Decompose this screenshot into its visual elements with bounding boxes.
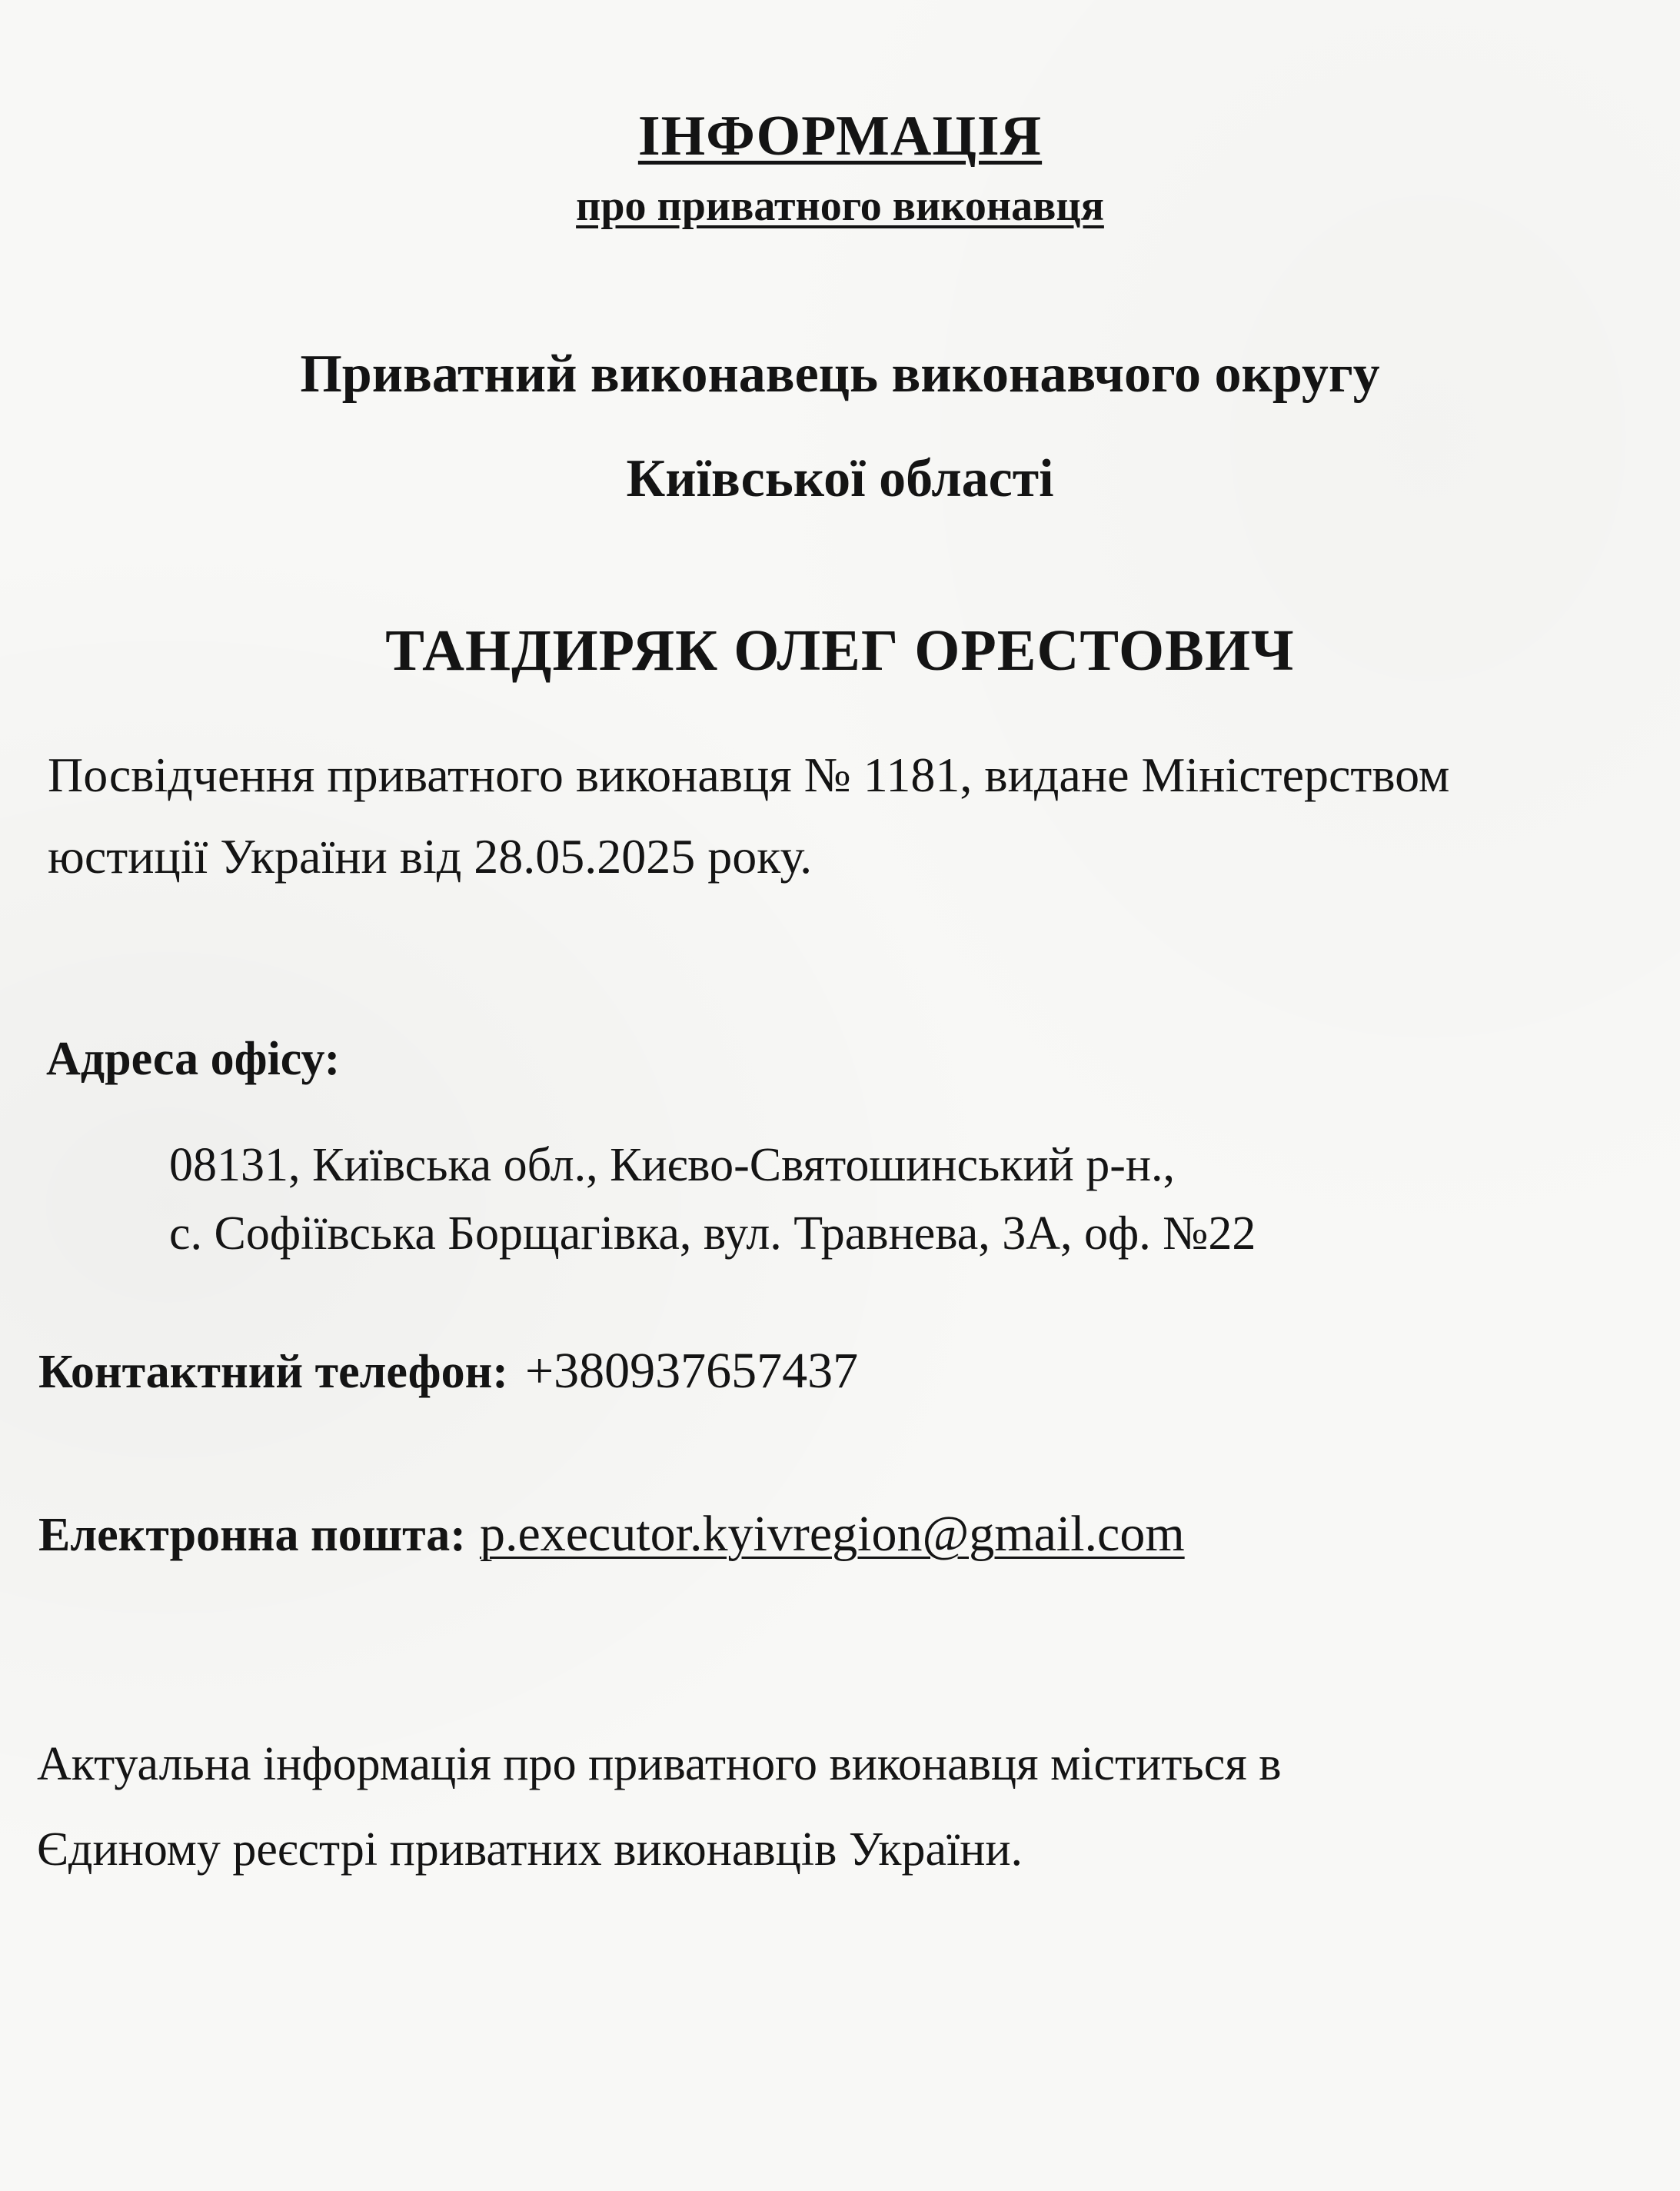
executor-name: ТАНДИРЯК ОЛЕГ ОРЕСТОВИЧ — [385, 618, 1295, 683]
certificate-line1: Посвідчення приватного виконавця № 1181, видане Міністерством — [48, 748, 1450, 802]
address-label: Адреса офісу: — [46, 1033, 341, 1085]
address-line1: 08131, Київська обл., Києво-Святошинський р-н., — [169, 1139, 1176, 1191]
certificate-line2: юстиції України від 28.05.2025 року. — [48, 829, 813, 884]
office-heading-line2: Київської області — [626, 449, 1054, 508]
phone-value: +380937657437 — [524, 1343, 859, 1399]
phone-row — [38, 1343, 859, 1399]
address-line2: с. Софіївська Борщагівка, вул. Травнева, 3А, оф. №22 — [169, 1207, 1256, 1260]
registry-note-line1: Актуальна інформація про приватного виконавця міститься в — [37, 1738, 1282, 1790]
document-title: ІНФОРМАЦІЯ — [637, 105, 1043, 168]
email-label: Електронна пошта: — [38, 1509, 466, 1561]
email-row — [38, 1506, 1185, 1562]
registry-note-line2: Єдиному реєстрі приватних виконавців України. — [37, 1823, 1023, 1876]
phone-label: Контактний телефон: — [38, 1346, 508, 1398]
document-subtitle: про приватного виконавця — [576, 182, 1104, 230]
office-heading-line1: Приватний виконавець виконавчого округу — [300, 345, 1380, 404]
email-link[interactable]: p.executor.kyivregion@gmail.com — [479, 1506, 1185, 1562]
